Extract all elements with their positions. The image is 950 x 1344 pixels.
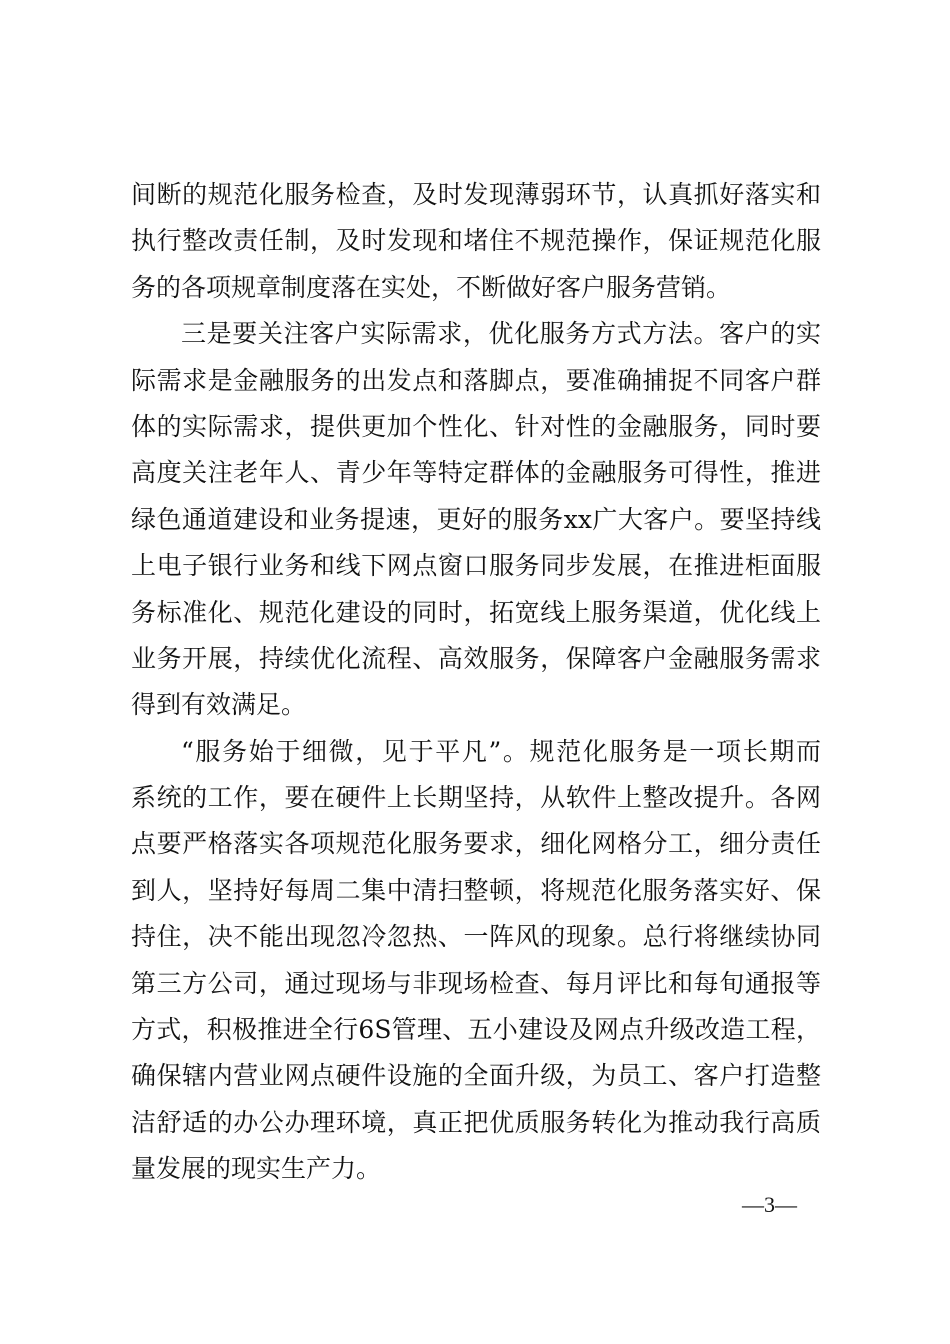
text-line: 确保辖内营业网点硬件设施的全面升级，为员工、客户打造整 bbox=[131, 1061, 821, 1091]
text-line: 三是要关注客户实际需求，优化服务方式方法。客户的实 bbox=[181, 319, 821, 349]
text-line: 到人，坚持好每周二集中清扫整顿，将规范化服务落实好、保 bbox=[131, 875, 821, 905]
text-line: 得到有效满足。 bbox=[131, 690, 307, 720]
text-line: 第三方公司，通过现场与非现场检查、每月评比和每旬通报等 bbox=[131, 968, 821, 998]
body-text bbox=[131, 172, 821, 1193]
text-line: 绿色通道建设和业务提速，更好的服务xx广大客户。要坚持线 bbox=[131, 504, 821, 534]
text-line: 方式，积极推进全行6S管理、五小建设及网点升级改造工程， bbox=[131, 1015, 821, 1045]
text-line: 高度关注老年人、青少年等特定群体的金融服务可得性，推进 bbox=[131, 458, 821, 488]
text-line: 量发展的现实生产力。 bbox=[131, 1154, 382, 1184]
text-line: 洁舒适的办公办理环境，真正把优质服务转化为推动我行高质 bbox=[131, 1107, 821, 1137]
paragraph-continuation bbox=[131, 172, 821, 311]
text-line: 上电子银行业务和线下网点窗口服务同步发展，在推进柜面服 bbox=[131, 551, 821, 581]
text-line: 务标准化、规范化建设的同时，拓宽线上服务渠道，优化线上 bbox=[131, 597, 821, 627]
text-line: 务的各项规章制度落在实处，不断做好客户服务营销。 bbox=[131, 272, 732, 302]
text-line: 系统的工作，要在硬件上长期坚持，从软件上整改提升。各网 bbox=[131, 783, 821, 813]
text-line: 间断的规范化服务检查，及时发现薄弱环节，认真抓好落实和 bbox=[131, 180, 821, 209]
text-line: 际需求是金融服务的出发点和落脚点，要准确捕捉不同客户群 bbox=[131, 365, 821, 395]
text-line: 点要严格落实各项规范化服务要求，细化网格分工，细分责任 bbox=[131, 829, 821, 859]
page-number: —3— bbox=[742, 1192, 797, 1217]
text-line: 体的实际需求，提供更加个性化、针对性的金融服务，同时要 bbox=[131, 411, 821, 441]
text-line: 执行整改责任制，及时发现和堵住不规范操作，保证规范化服 bbox=[131, 226, 821, 256]
text-line: “服务始于细微，见于平凡”。规范化服务是一项长期而 bbox=[181, 736, 821, 766]
text-line: 持住，决不能出现忽冷忽热、一阵风的现象。总行将继续协同 bbox=[131, 922, 821, 952]
text-line: 业务开展，持续优化流程、高效服务，保障客户金融服务需求 bbox=[131, 643, 821, 673]
paragraph-service-conclusion bbox=[131, 729, 821, 1193]
paragraph-customer-needs bbox=[131, 311, 821, 729]
